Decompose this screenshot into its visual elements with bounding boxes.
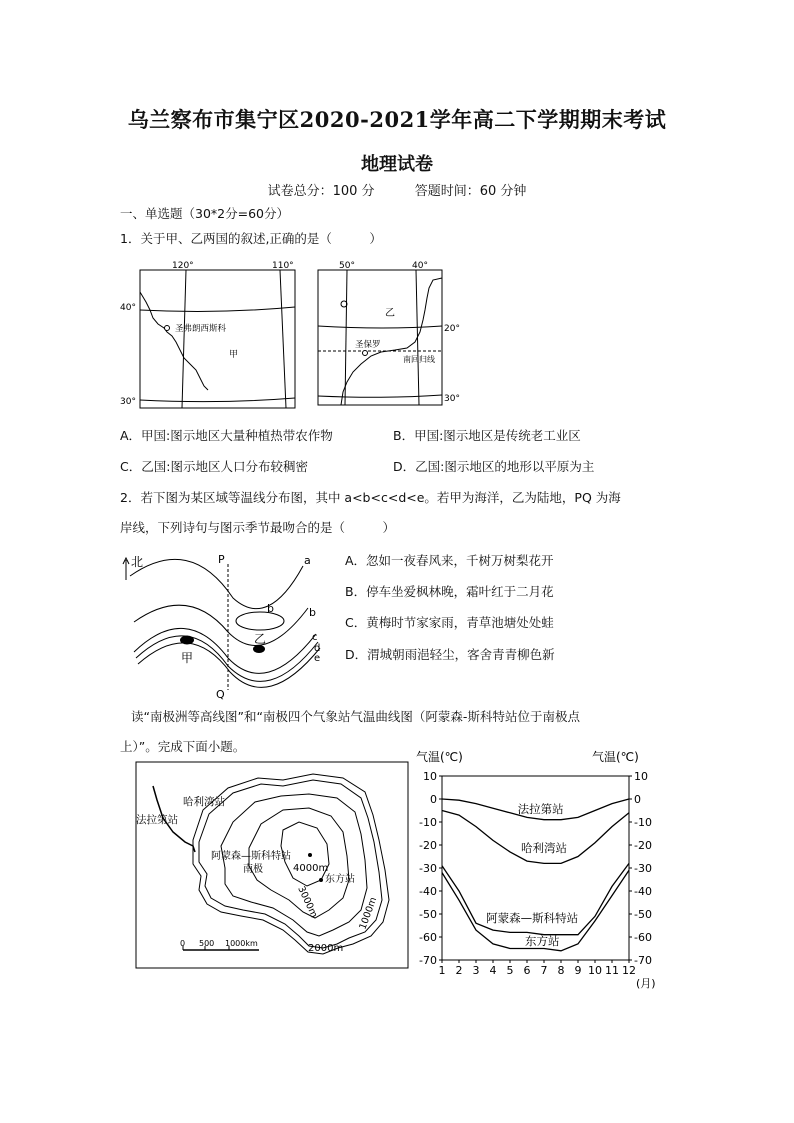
q2-option-a[interactable]: A．忽如一夜春风来，千树万树梨花开 bbox=[345, 553, 554, 568]
y-axis-label-right: 气温(℃) bbox=[592, 750, 639, 764]
label-b-right: b bbox=[309, 606, 316, 619]
meridian-110 bbox=[280, 270, 286, 408]
lon-label-110: 110° bbox=[272, 261, 294, 271]
y-tick-label-left: 10 bbox=[423, 770, 437, 783]
x-tick-label: 7 bbox=[540, 964, 548, 977]
q3-intro-line1: 读“南极洲等高线图”和“南极四个气象站气温曲线图（阿蒙森-斯科特站位于南极点 bbox=[131, 709, 580, 724]
q3-intro-line2: 上）”。完成下面小题。 bbox=[120, 739, 246, 754]
y-tick-label-left: -40 bbox=[419, 885, 437, 898]
north-label: 北 bbox=[131, 555, 144, 569]
y-tick-label-left: -10 bbox=[419, 816, 437, 829]
y-tick-label-right: -10 bbox=[634, 816, 652, 829]
city-label: 圣弗朗西斯科 bbox=[175, 324, 227, 334]
y-tick-label-left: -20 bbox=[419, 839, 437, 852]
x-tick-label: 6 bbox=[523, 964, 531, 977]
isotherm-b-closed bbox=[236, 612, 284, 630]
label-yi: 乙 bbox=[254, 632, 267, 646]
y-tick-label-right: -20 bbox=[634, 839, 652, 852]
y-tick-label-left: -70 bbox=[419, 954, 437, 967]
exam-meta bbox=[0, 180, 794, 199]
q2-option-b[interactable]: B．停车坐爱枫林晚，霜叶红于二月花 bbox=[345, 584, 554, 599]
series-label: 阿蒙森—斯科特站 bbox=[486, 911, 579, 926]
isotherm-d bbox=[136, 636, 321, 682]
x-tick-label: 2 bbox=[455, 964, 463, 977]
y-tick-label-right: -50 bbox=[634, 908, 652, 921]
map-frame bbox=[136, 762, 408, 968]
y-tick-label-right: -30 bbox=[634, 862, 652, 875]
q2-stem-line2: 岸线，下列诗句与图示季节最吻合的是（ ） bbox=[120, 520, 396, 535]
scale-label-0: 0 bbox=[180, 939, 186, 948]
contour-1000 bbox=[199, 780, 382, 948]
map-frame bbox=[140, 270, 295, 408]
coastline bbox=[140, 292, 208, 390]
lat-label-20: 20° bbox=[444, 324, 460, 334]
x-tick-label: 4 bbox=[489, 964, 497, 977]
isotherm-e bbox=[138, 643, 320, 688]
parallel-40 bbox=[140, 307, 295, 311]
q1-map-brazil bbox=[315, 258, 475, 413]
y-tick-label-right: -70 bbox=[634, 954, 652, 967]
x-tick-label: 3 bbox=[472, 964, 480, 977]
city-marker bbox=[363, 351, 368, 356]
label-d: d bbox=[314, 643, 321, 654]
vostok-marker bbox=[319, 878, 323, 882]
parallel-30 bbox=[140, 398, 295, 402]
antarctica-contour-map bbox=[133, 760, 411, 972]
label-q: Q bbox=[216, 688, 225, 700]
y-tick-label-right: 10 bbox=[634, 770, 648, 783]
q2-isotherm-diagram bbox=[118, 548, 330, 700]
temperature-chart bbox=[412, 744, 667, 994]
faraday-label: 法拉第站 bbox=[136, 814, 178, 826]
q1-option-b[interactable]: B．甲国:图示地区是传统老工业区 bbox=[393, 428, 581, 443]
q2-option-c[interactable]: C．黄梅时节家家雨，青草池塘处处蛙 bbox=[345, 615, 554, 630]
x-tick-label: 5 bbox=[506, 964, 514, 977]
q1-option-a[interactable]: A．甲国:图示地区大量种植热带农作物 bbox=[120, 428, 333, 443]
city-marker bbox=[165, 326, 170, 331]
lat-label-30: 30° bbox=[120, 397, 136, 407]
series-label: 东方站 bbox=[525, 934, 560, 949]
pole-label: 南极 bbox=[243, 864, 263, 875]
isotherm-c bbox=[134, 628, 316, 673]
contour-2000-label: 2000m bbox=[308, 943, 344, 954]
lat-label-40: 40° bbox=[120, 303, 136, 313]
lon-label-40: 40° bbox=[412, 261, 428, 271]
y-tick-label-left: 0 bbox=[430, 793, 437, 806]
y-tick-label-right: -60 bbox=[634, 931, 652, 944]
x-axis-label: (月) bbox=[636, 977, 656, 990]
exam-subtitle: 地理试卷 bbox=[361, 154, 433, 175]
halley-label: 哈利湾站 bbox=[183, 796, 225, 808]
country-label: 乙 bbox=[385, 308, 395, 319]
y-tick-label-left: -50 bbox=[419, 908, 437, 921]
x-tick-label: 10 bbox=[588, 964, 602, 977]
total-score: 试卷总分：100 分 bbox=[267, 184, 375, 199]
series-label: 法拉第站 bbox=[517, 801, 564, 816]
parallel-30 bbox=[318, 395, 442, 397]
x-tick-label: 9 bbox=[574, 964, 582, 977]
y-tick-label-right: 0 bbox=[634, 793, 641, 806]
x-tick-label: 12 bbox=[622, 964, 636, 977]
label-jia: 甲 bbox=[181, 651, 194, 665]
scale-label-500: 500 bbox=[199, 939, 215, 948]
marker-yi bbox=[253, 645, 265, 653]
q1-option-c[interactable]: C．乙国:图示地区人口分布较稠密 bbox=[120, 459, 308, 474]
contour-3000-label: 3000m bbox=[295, 884, 320, 920]
label-p: P bbox=[218, 553, 225, 566]
section-heading: 一、单选题（30*2分=60分） bbox=[120, 206, 289, 221]
y-tick-label-left: -60 bbox=[419, 931, 437, 944]
exam-title: 乌兰察布市集宁区2020-2021学年高二下学期期末考试 bbox=[127, 107, 667, 132]
q1-map-usa bbox=[120, 258, 300, 413]
meridian-120 bbox=[182, 270, 186, 408]
country-label: 甲 bbox=[229, 350, 239, 360]
q1-option-d[interactable]: D．乙国:图示地区的地形以平原为主 bbox=[393, 459, 595, 474]
x-tick-label: 11 bbox=[605, 964, 619, 977]
tropic-label: 南回归线 bbox=[403, 355, 435, 364]
vostok-label: 东方站 bbox=[325, 874, 355, 885]
lon-label-50: 50° bbox=[339, 261, 355, 271]
y-tick-label-left: -30 bbox=[419, 862, 437, 875]
q2-option-d[interactable]: D．渭城朝雨浥轻尘，客舍青青柳色新 bbox=[345, 647, 555, 662]
map-frame bbox=[318, 270, 442, 405]
lat-label-30: 30° bbox=[444, 394, 460, 404]
q1-stem: 1．关于甲、乙两国的叙述,正确的是（ ） bbox=[120, 231, 382, 246]
label-a: a bbox=[304, 554, 311, 567]
city-label: 圣保罗 bbox=[355, 340, 381, 350]
label-e: e bbox=[314, 653, 321, 664]
scale-label-1000: 1000km bbox=[225, 939, 258, 948]
pole-marker bbox=[308, 853, 312, 857]
lon-label-120: 120° bbox=[172, 261, 194, 271]
x-tick-label: 1 bbox=[438, 964, 446, 977]
x-tick-label: 8 bbox=[557, 964, 565, 977]
amundsen-label: 阿蒙森—斯科特站 bbox=[211, 851, 291, 862]
contour-4000-label: 4000m bbox=[293, 863, 329, 874]
exam-time: 答题时间：60 分钟 bbox=[414, 184, 527, 199]
y-tick-label-right: -40 bbox=[634, 885, 652, 898]
label-c: c bbox=[312, 632, 318, 643]
isotherm-a bbox=[130, 559, 303, 608]
parallel-20 bbox=[318, 326, 442, 328]
q2-stem-line1: 2．若下图为某区域等温线分布图，其中 a<b<c<d<e。若甲为海洋，乙为陆地，PQ 为海 bbox=[120, 490, 621, 505]
contour-1000-label: 1000m bbox=[357, 895, 380, 932]
label-b-top: b bbox=[267, 602, 274, 615]
marker-jia bbox=[180, 636, 194, 645]
y-axis-label-left: 气温(℃) bbox=[416, 750, 463, 764]
series-label: 哈利湾站 bbox=[521, 840, 567, 855]
